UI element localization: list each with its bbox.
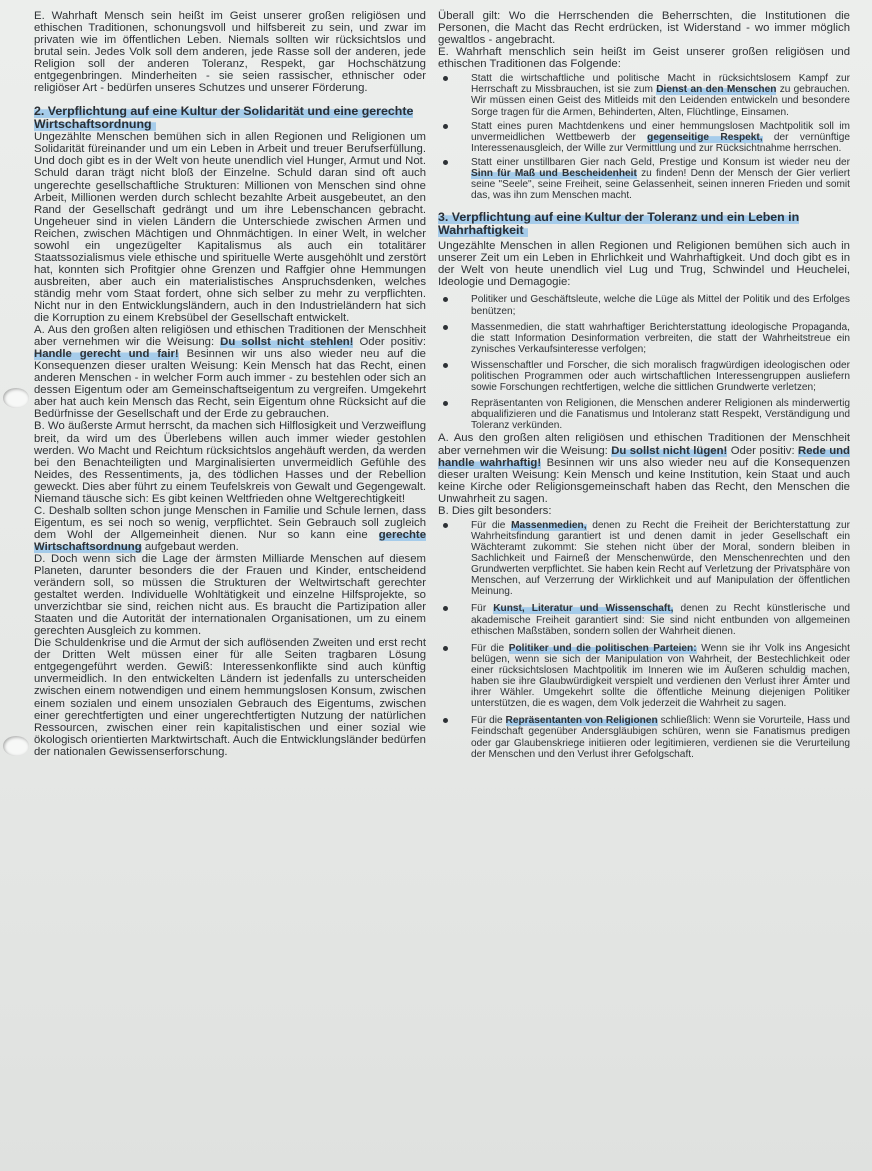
paragraph-d-world-economy: D. Doch wenn sich die Lage der ärmsten Milliarde Menschen auf diesem Planeten, darunter besonders die der Frauen und Kinder, entscheidend verändern soll, so müssen die Strukturen der Weltwirtschaft gerechter gestaltet werden. Individuelle Wohltätigkeit und einzelne Hilfsprojekte, so unverzichtbar sie sind, reichen nicht aus. Es braucht die Partizipation aller Staaten und die Autorität der internationalen Organisationen, um zu einem gerechten Ausgleich zu kommen. <box>34 552 426 638</box>
binder-hole-bottom <box>3 736 29 756</box>
binder-hole-top <box>3 388 29 408</box>
bullet-list-especially <box>438 520 850 760</box>
commandment-truthful: Rede und handle wahrhaftig! <box>438 444 850 469</box>
list-item: Für Kunst, Literatur und Wissenschaft, denen zu Recht künstlerische und akademische Freiheit garantiert sind: Sie sind nicht entbunden von allgemeinen ethischen Maßstäben, sondern sollen der Wahrheit dienen. <box>438 603 850 636</box>
paragraph-e-human: E. Wahrhaft menschlich sein heißt im Geist unserer großen religiösen und ethischen Traditionen das Folgende: <box>438 46 850 71</box>
list-item: Für die Repräsentanten von Religionen schließlich: Wenn sie Vorurteile, Hass und Feindschaft gegenüber Andersgläubigen schüren, wenn sie Fanatismus predigen oder gar Glaubenskriege initiieren oder legitimieren, verdienen sie die Verurteilung der Menschen und den Verlust ihrer Gefolgschaft. <box>438 715 850 759</box>
commandment-not-lie: Du sollst nicht lügen! <box>611 444 728 457</box>
paragraph-a-steal: A. Aus den großen alten religiösen und ethischen Traditionen der Menschheit aber vernehmen wir die Weisung: Du sollst nicht stehlen! Oder positiv: Handle gerecht und fair! Besinnen wir uns also wieder neu auf die Konsequenzen dieser uralten Weisung: Kein Mensch hat das Recht, einen anderen Menschen - in welcher Form auch immer - zu bestehlen oder sich an dessen Eigentum oder am Gemeinschaftseigentum zu vergreifen. Umgekehrt aber hat auch kein Mensch das Recht, sein Eigentum ohne Rücksicht auf die Bedürfnisse der Gesellschaft und der Erde zu gebrauchen. <box>34 324 426 421</box>
list-item: Politiker und Geschäftsleute, welche die Lüge als Mittel der Politik und des Erfolges benützen; <box>438 294 850 316</box>
list-item: Für die Massenmedien, denen zu Recht die Freiheit der Berichterstattung zur Wahrheitsfindung garantiert ist und denen damit in jeder Gesellschaft ein Wächteramt zukommt: Sie stehen nicht über der Moral, sondern bleiben in Sachlichkeit und Fairneß der Menschenwürde, den Menschenrechten und den Grundwerten verpflichtet. Sie haben kein Recht auf Verletzung der Privatsphäre von Menschen, auf Verzerrung der Wirklichkeit und auf Manipulation der öffentlichen Meinung. <box>438 520 850 598</box>
paragraph-c-property: C. Deshalb sollten schon junge Menschen in Familie und Schule lernen, dass Eigentum, es sei noch so wenig, verpflichtet. Sein Gebrauch soll zugleich dem Wohl der Allgemeinheit dienen. Nur so kann eine gerechte Wirtschaftsordnung aufgebaut werden. <box>34 504 427 553</box>
list-item: Statt die wirtschaftliche und politische Macht in rücksichtslosem Kampf zur Herrschaft zu Missbrauchen, ist sie zum Dienst an den Menschen zu gebrauchen. Wir müssen einen Geist des Mitleids mit den Leidenden entwickeln und besondere Sorge tragen für die Armen, Behinderten, Alten, Flüchtlinge, Einsamen. <box>438 73 850 117</box>
paragraph-b-especially: B. Dies gilt besonders: <box>438 504 552 517</box>
commandment-not-steal: Du sollst nicht stehlen! <box>220 336 354 349</box>
just-economic-order: gerechte Wirtschaftsordnung <box>34 528 427 553</box>
section-2-intro: Ungezählte Menschen bemühen sich in allen Regionen und Religionen um Solidarität füreinander und um ein Leben in Arbeit und treuer Berufserfüllung. Und doch gibt es in der Welt von heute unendlich viel Hunger, Armut und Not. Schuld daran trägt nicht bloß der Einzelne. Schuld daran sind oft auch ungerechte gesellschaftliche Strukturen: Millionen von Menschen sind ohne Arbeit, Millionen werden durch schlecht bezahlte Arbeit ausgebeutet, an den Rand der Gesellschaft gedrängt und um ihre Lebenschancen gebracht. Ungeheuer sind in vielen Ländern die Unterschiede zwischen Armen und Reichen, zwischen Mächtigen und Ohnmächtigen. In einer Welt, in welcher sowohl ein ungezügelter Kapitalismus als auch ein totalitärer Staatssozialismus viele ethische und spirituelle Werte ausgehöhlt und zerstört hat, konnten sich Profitgier ohne Grenzen und Raffgier ohne Hemmungen ausbreiten, aber auch ein materialistisches Anspruchsdenken, welches ständig mehr vom Staat fordert, ohne sich selber zu mehr zu verpflichten. Nicht nur in den Entwicklungsländern, auch in den Industrieländern hat sich die Korruption zu einem Krebsübel der Gesellschaft entwickelt. <box>34 131 426 325</box>
paragraph-e-respect: E. Wahrhaft Mensch sein heißt im Geist unserer großen religiösen und ethischen Traditionen, schonungsvoll und hilfsbereit zu sein, und zwar im privaten wie im öffentlichen Leben. Niemals sollten wir rücksichtslos und brutal sein. Jedes Volk soll dem anderen, jede Rasse soll der anderen, jede Religion soll der anderen Toleranz, Respekt, gar Hochschätzung entgegenbringen. Minderheiten - sie seien rassischer, ethnischer oder religiöser Art - bedürfen unseres Schutzes und unserer Förderung. <box>34 10 426 95</box>
paragraph-debt-crisis: Die Schuldenkrise und die Armut der sich auflösenden Zweiten und erst recht der Dritten Welt müssen einer für alle Seiten tragbaren Lösung entgegengeführt werden. Gewiß: Interessenkonflikte sind auch künftig unvermeidlich. In den entwickelten Ländern ist jedenfalls zu unterscheiden zwischen einem notwendigen und einem hemmungslosen Konsum, zwischen einem sozialen und einem unsozialen Gebrauch des Eigentums, zwischen einer gerechtfertigten und einer ungerechtfertigten Nutzung der natürlichen Ressourcen, zwischen einer rein kapitalistischen und einer sozial wie ökologisch orientierten Marktwirtschaft. Auch die Entwicklungsländer bedürfen der nationalen Gewissenserforschung. <box>34 637 426 758</box>
paragraph-a-lie: A. Aus den großen alten religiösen und ethischen Traditionen der Menschheit aber vernehmen wir die Weisung: Du sollst nicht lügen! Oder positiv: Rede und handle wahrhaftig! Besinnen wir uns also wieder neu auf die Konsequenzen dieser uralten Weisung: Kein Mensch und keine Institution, kein Staat und auch keine Kirche oder Religionsgemeinschaft haben das Recht, den Menschen die Unwahrheit zu sagen. <box>438 432 851 505</box>
section-2-heading: 2. Verpflichtung auf eine Kultur der Solidarität und eine gerechte Wirtschaftsordnung <box>34 104 414 132</box>
paragraph-b-poverty: B. Wo äußerste Armut herrscht, da machen sich Hilflosigkeit und Verzweiflung breit, da wird um des Überlebens willen auch immer wieder gestohlen werden. Wo Macht und Reichtum rücksichtslos angehäuft werden, da werden bei den Benachteiligten und Marginalisierten unvermeidlich Gefühle des Neides, des Ressentiments, ja, des tödlichen Hasses und der Rebellion geweckt. Dies aber führt zu einem Teufelskreis von Gewalt und Gegengewalt. Niemand täusche sich: Es gibt keinen Weltfrieden ohne Weltgerechtigkeit! <box>34 420 426 505</box>
section-3-intro: Ungezählte Menschen in allen Regionen und Religionen bemühen sich auch in unserer Zeit um ein Leben in Ehrlichkeit und Wahrhaftigkeit. Und doch gibt es in der Welt von heute unendlich viel Lug und Trug, Schwindel und Heuchelei, Ideologie und Demagogie: <box>438 240 850 289</box>
paragraph-resistance: Überall gilt: Wo die Herrschenden die Beherrschten, die Institutionen die Personen, die Macht das Recht erdrücken, ist Widerstand - wo immer möglich gewaltlos - angebracht. <box>438 10 850 47</box>
list-item: Statt einer unstillbaren Gier nach Geld, Prestige und Konsum ist wieder neu der Sinn für Maß und Bescheidenheit zu finden! Denn der Mensch der Gier verliert seine "Seele", seine Freiheit, seine Gelassenheit, seinen inneren Frieden und somit das, was ihn zum Menschen macht. <box>438 157 850 201</box>
section-3-heading: 3. Verpflichtung auf eine Kultur der Toleranz und ein Leben in Wahrhaftigkeit <box>438 210 800 238</box>
list-item: Für die Politiker und die politischen Parteien: Wenn sie ihr Volk ins Angesicht belügen, wenn sie sich der Manipulation von Wahrheit, der Bestechlichkeit oder einer rücksichtslosen Machtpolitik im Inneren wie im Äußeren schuldig machen, haben sie ihre Glaubwürdigkeit verspielt und verdienen den Verlust ihrer Ämter und ihrer Wähler. Umgekehrt sollte die öffentliche Meinung diejenigen Politiker unterstützen, die es wagen, dem Volk jederzeit die Wahrheit zu sagen. <box>438 643 850 710</box>
list-item: Repräsentanten von Religionen, die Menschen anderer Religionen als minderwertig abqualifizieren und die Fanatismus und Intoleranz statt Respekt, Verständigung und Toleranz verkünden. <box>438 398 850 431</box>
list-item: Statt eines puren Machtdenkens und einer hemmungslosen Machtpolitik soll im unvermeidlichen Wettbewerb der gegenseitige Respekt, der vernünftige Interessenausgleich, der Wille zur Vermittlung und zur Rücksichtnahme herrschen. <box>438 121 850 154</box>
left-column <box>34 10 426 758</box>
list-item: Wissenschaftler und Forscher, die sich moralisch fragwürdigen ideologischen oder politischen Programmen oder auch wirtschaftlichen Interessengruppen ausliefern sowie Forschungen rechtfertigen, welche die sittlichen Grundwerte verletzen; <box>438 360 850 393</box>
list-item: Massenmedien, die statt wahrhaftiger Berichterstattung ideologische Propaganda, die statt Information Desinformation verbreiten, die statt der Wahrheitstreue ein zynisches Verkaufsinteresse verfolgen; <box>438 322 850 355</box>
commandment-fair: Handle gerecht und fair! <box>34 348 179 361</box>
right-column <box>438 10 850 760</box>
bullet-list-lies <box>438 294 850 431</box>
bullet-list-power <box>438 73 850 201</box>
